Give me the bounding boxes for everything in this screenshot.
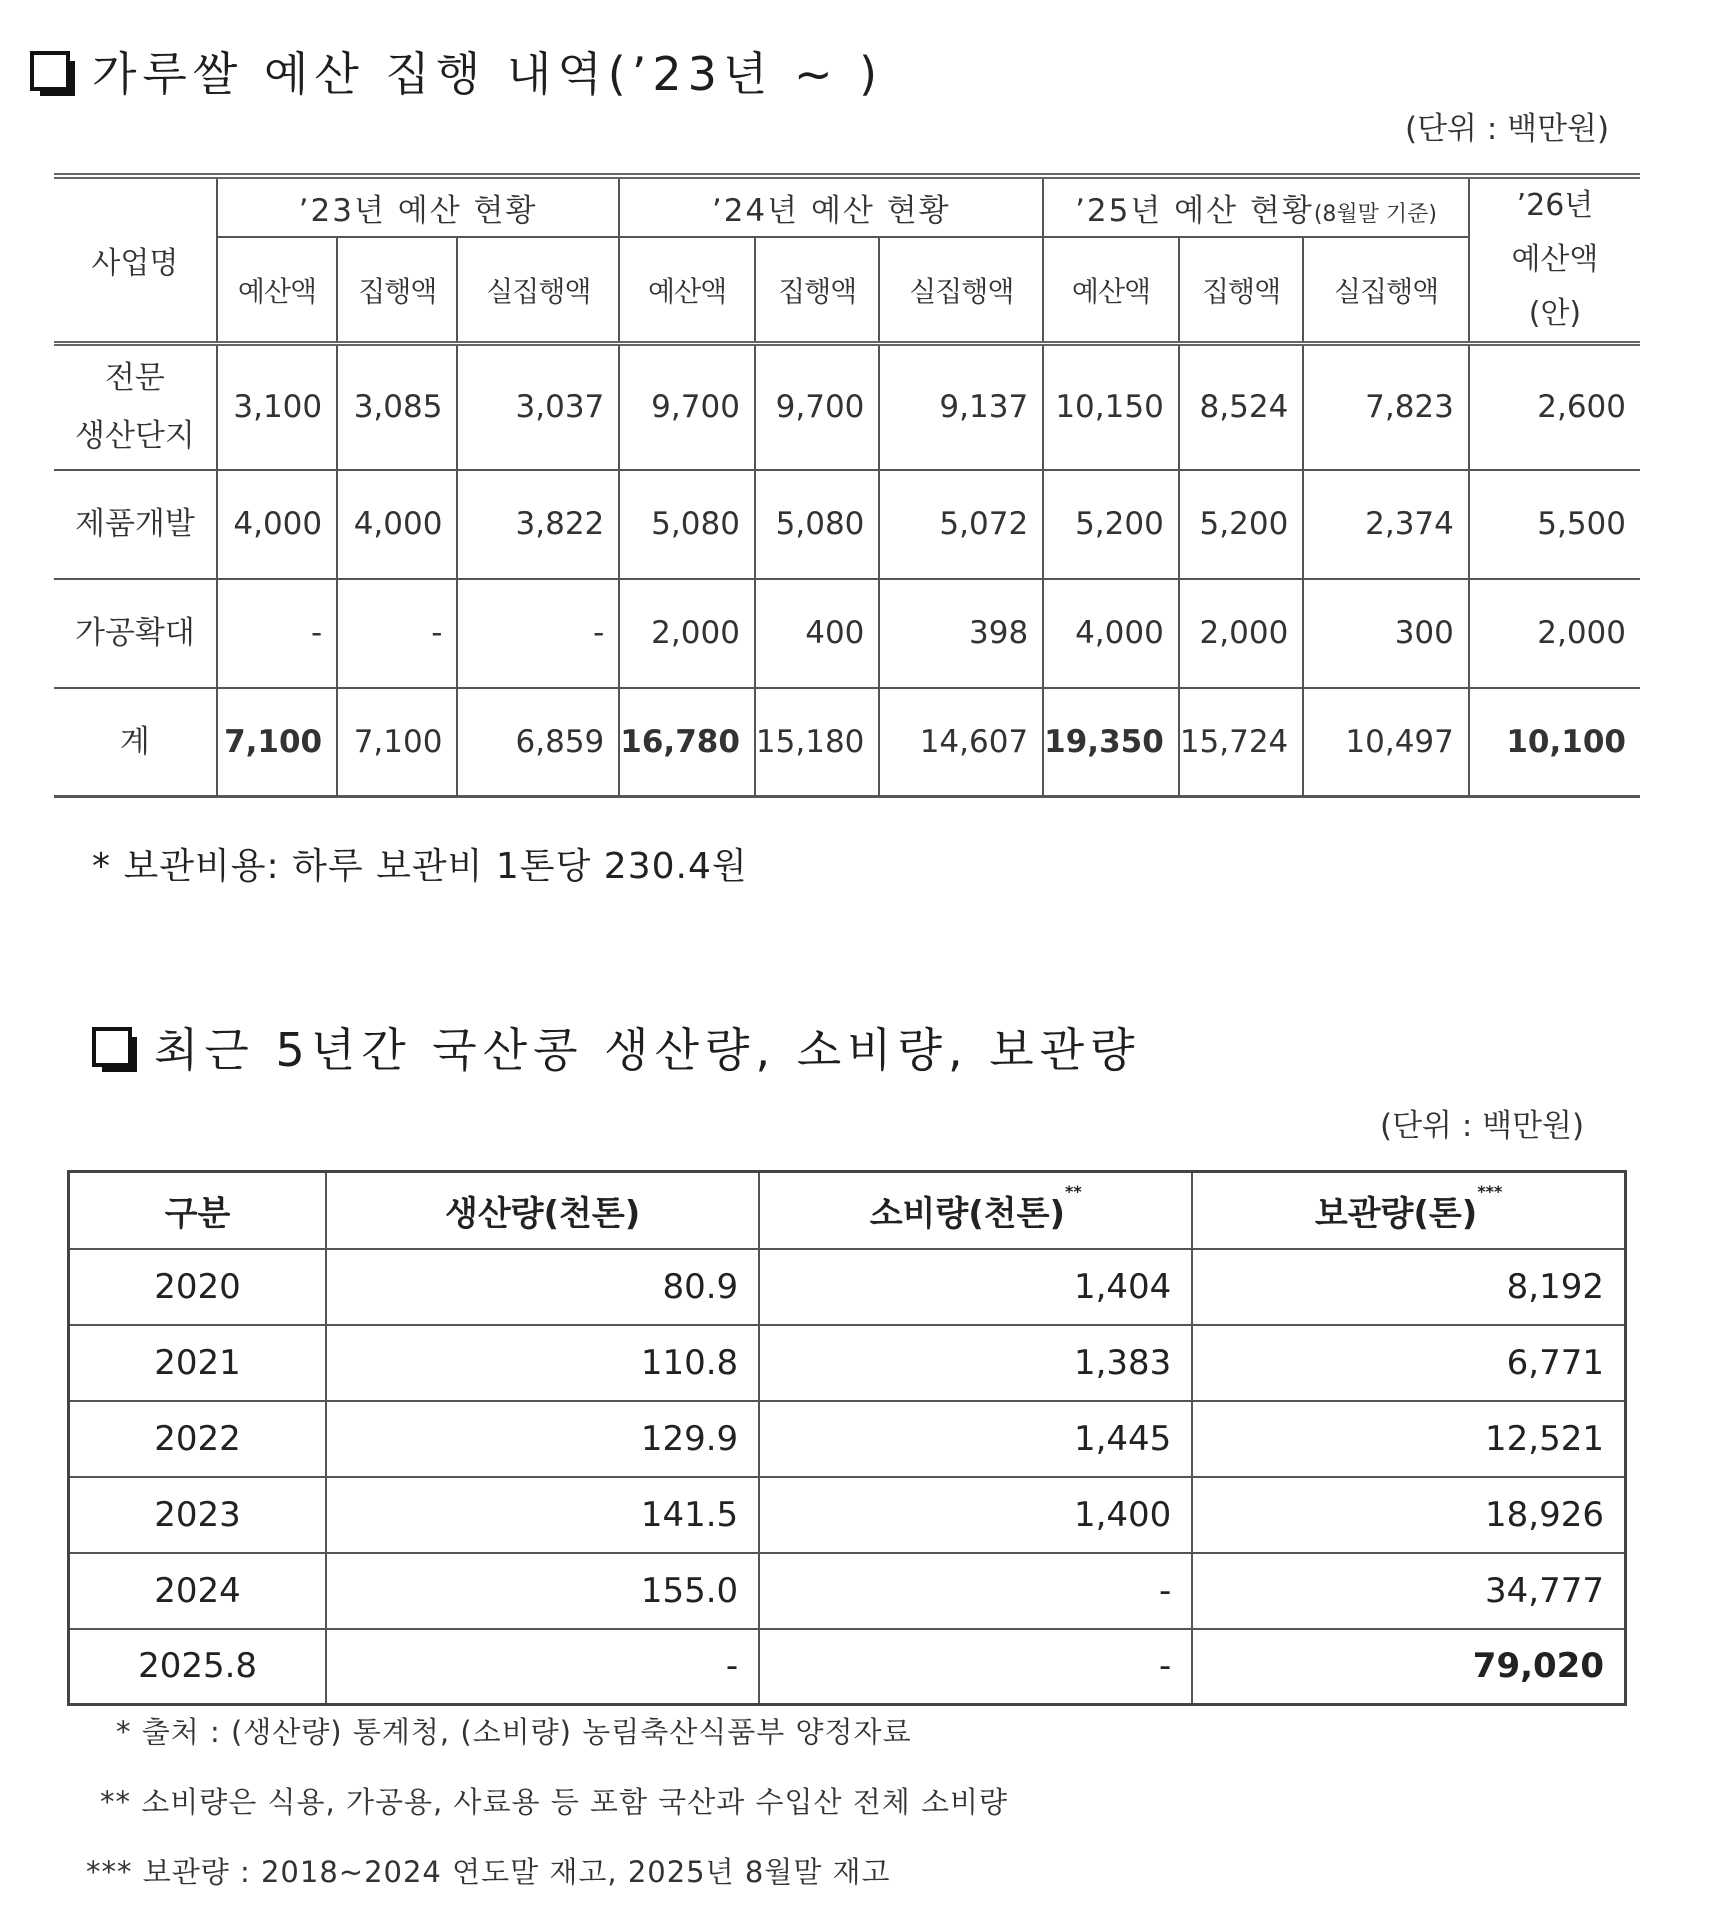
row-name: [54, 344, 217, 470]
cell: 2,600: [1469, 344, 1640, 470]
cell: 400: [755, 579, 879, 688]
cell-storage: 34,777: [1192, 1553, 1625, 1629]
row-name-line2: 생산단지: [75, 418, 195, 455]
cell: 9,700: [755, 344, 879, 470]
cell: 16,780: [619, 688, 755, 797]
table-row: [54, 579, 1640, 688]
cell-production: 129.9: [326, 1401, 759, 1477]
subheader-actual-executed: 실집행액: [879, 237, 1043, 343]
section1-heading: [30, 38, 883, 104]
subheader-budget: 예산액: [217, 237, 337, 343]
table-row-total: [54, 688, 1640, 797]
subheader-executed: 집행액: [1179, 237, 1303, 343]
footnote-storage: *** 보관량 : 2018~2024 연도말 재고, 2025년 8월말 재고: [86, 1855, 891, 1889]
cell: 15,724: [1179, 688, 1303, 797]
cell-production: 141.5: [326, 1477, 759, 1553]
row-name: 제품개발: [54, 470, 217, 579]
cell: 5,072: [879, 470, 1043, 579]
header-year-25-label: ’25년 예산 현황: [1075, 193, 1314, 230]
cell-consumption: 1,404: [759, 1249, 1192, 1325]
cell: 4,000: [337, 470, 457, 579]
table-row: [69, 1401, 1626, 1477]
cell: 398: [879, 579, 1043, 688]
subheader-executed: 집행액: [755, 237, 879, 343]
cell-year: 2024: [69, 1553, 327, 1629]
cell: 3,085: [337, 344, 457, 470]
table-row: [69, 1629, 1626, 1705]
cell-year: 2023: [69, 1477, 327, 1553]
cell-consumption: 1,400: [759, 1477, 1192, 1553]
header-consumption-mark: **: [1065, 1181, 1082, 1201]
header-year-26-line3: (안): [1528, 296, 1582, 331]
cell: 6,859: [457, 688, 619, 797]
header-consumption: [759, 1172, 1192, 1249]
cell: 15,180: [755, 688, 879, 797]
cell: 10,100: [1469, 688, 1640, 797]
cell-storage: 6,771: [1192, 1325, 1625, 1401]
cell-storage: 12,521: [1192, 1401, 1625, 1477]
row-name: 가공확대: [54, 579, 217, 688]
section2-unit: (단위 : 백만원): [1380, 1108, 1585, 1144]
header-year-26-line2: 예산액: [1511, 242, 1599, 277]
header-year-26: [1469, 176, 1640, 344]
cell: 9,700: [619, 344, 755, 470]
checkbox-square-icon: [92, 1027, 132, 1067]
section1-unit: (단위 : 백만원): [1405, 111, 1610, 147]
cell-year: 2020: [69, 1249, 327, 1325]
cell: 2,000: [619, 579, 755, 688]
cell: 5,200: [1179, 470, 1303, 579]
cell: -: [337, 579, 457, 688]
cell: 10,150: [1043, 344, 1179, 470]
header-consumption-label: 소비량(천톤): [869, 1193, 1066, 1234]
header-year-26-line1: ’26년: [1516, 188, 1594, 223]
cell: 5,080: [619, 470, 755, 579]
table-row: [69, 1325, 1626, 1401]
table-row: [54, 344, 1640, 470]
footnote-consumption: ** 소비량은 식용, 가공용, 사료용 등 포함 국산과 수입산 전체 소비량: [100, 1785, 1008, 1819]
cell-year: 2025.8: [69, 1629, 327, 1705]
cell: 4,000: [217, 470, 337, 579]
cell-consumption: -: [759, 1553, 1192, 1629]
subheader-budget: 예산액: [1043, 237, 1179, 343]
header-production: 생산량(천톤): [326, 1172, 759, 1249]
cell: 2,000: [1179, 579, 1303, 688]
cell: 5,080: [755, 470, 879, 579]
header-year-25: [1043, 176, 1469, 237]
cell: 8,524: [1179, 344, 1303, 470]
cell-year: 2022: [69, 1401, 327, 1477]
row-name: 계: [54, 688, 217, 797]
header-year-25-note: (8월말 기준): [1313, 202, 1437, 228]
cell-production: 80.9: [326, 1249, 759, 1325]
cell: 14,607: [879, 688, 1043, 797]
cell: 7,100: [337, 688, 457, 797]
subheader-budget: 예산액: [619, 237, 755, 343]
header-storage-label: 보관량(톤): [1314, 1193, 1478, 1234]
section2-heading: [92, 1014, 1141, 1080]
cell: 2,374: [1303, 470, 1469, 579]
section2-title: 최근 5년간 국산콩 생산량, 소비량, 보관량: [154, 1023, 1141, 1077]
cell: -: [217, 579, 337, 688]
section1-title: 가루쌀 예산 집행 내역(’23년 ~ ): [92, 47, 884, 101]
cell: 7,823: [1303, 344, 1469, 470]
cell-consumption: 1,383: [759, 1325, 1192, 1401]
cell: 19,350: [1043, 688, 1179, 797]
cell-consumption: 1,445: [759, 1401, 1192, 1477]
cell: 4,000: [1043, 579, 1179, 688]
cell: 5,500: [1469, 470, 1640, 579]
header-business-name: 사업명: [54, 176, 217, 344]
table-row: [54, 470, 1640, 579]
cell: 10,497: [1303, 688, 1469, 797]
cell: 9,137: [879, 344, 1043, 470]
cell-consumption: -: [759, 1629, 1192, 1705]
table-row: [69, 1249, 1626, 1325]
cell: 2,000: [1469, 579, 1640, 688]
cell-year: 2021: [69, 1325, 327, 1401]
table-row: [69, 1553, 1626, 1629]
soybean-table: [67, 1170, 1627, 1706]
storage-cost-note: * 보관비용: 하루 보관비 1톤당 230.4원: [92, 846, 748, 887]
header-storage: [1192, 1172, 1625, 1249]
header-storage-mark: ***: [1477, 1181, 1503, 1201]
subheader-actual-executed: 실집행액: [1303, 237, 1469, 343]
cell: 3,100: [217, 344, 337, 470]
cell-production: 110.8: [326, 1325, 759, 1401]
header-category: 구분: [69, 1172, 327, 1249]
cell-storage: 79,020: [1192, 1629, 1625, 1705]
cell: 7,100: [217, 688, 337, 797]
subheader-executed: 집행액: [337, 237, 457, 343]
cell: 3,822: [457, 470, 619, 579]
subheader-actual-executed: 실집행액: [457, 237, 619, 343]
cell-storage: 18,926: [1192, 1477, 1625, 1553]
table-row: [69, 1477, 1626, 1553]
cell-production: 155.0: [326, 1553, 759, 1629]
cell: -: [457, 579, 619, 688]
cell: 3,037: [457, 344, 619, 470]
budget-table: [54, 173, 1640, 798]
cell: 300: [1303, 579, 1469, 688]
footnote-source: * 출처 : (생산량) 통계청, (소비량) 농림축산식품부 양정자료: [116, 1715, 912, 1749]
row-name-line1: 전문: [104, 360, 165, 397]
header-year-23: ’23년 예산 현황: [217, 176, 619, 237]
cell-production: -: [326, 1629, 759, 1705]
cell-storage: 8,192: [1192, 1249, 1625, 1325]
header-year-24: ’24년 예산 현황: [619, 176, 1043, 237]
cell: 5,200: [1043, 470, 1179, 579]
checkbox-square-icon: [30, 51, 70, 91]
